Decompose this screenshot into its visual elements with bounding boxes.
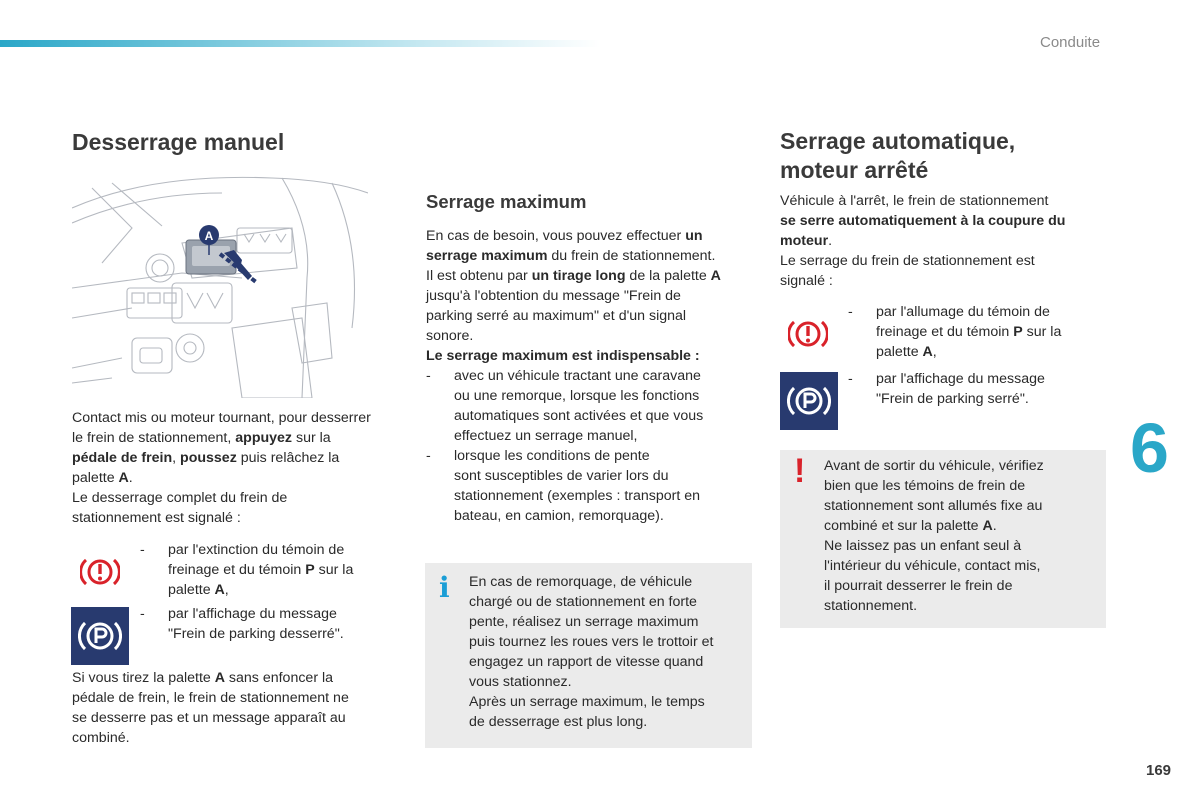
chapter-number: 6 (1130, 409, 1169, 487)
exclamation-icon: ! (794, 452, 806, 490)
right-indicator-item-2: - par l'affichage du message "Frein de parking serré". (848, 371, 1045, 407)
info-text: En cas de remorquage, de véhicule chargé ou de stationnement en forte pente, réalisez un serrage maximum puis tournez les roues vers le trottoir et engagez un rapport de vitesse quand vous stationnez. Après un serrage maximum, le temps de desserrage est plus long. (469, 574, 714, 730)
title-serrage-automatique: Serrage automatique, moteur arrêté (780, 128, 1016, 183)
middle-list-item-1: - avec un véhicule tractant une caravane ou une remorque, lorsque les fonctions automatiques sont activées et que vous effectuez un serrage manuel, (426, 368, 704, 444)
brake-warning-icon (71, 544, 129, 600)
desserrage-note: Si vous tirez la palette A sans enfoncer la pédale de frein, le frein de stationnement ne se desserre pas et un message apparaît au combiné. (72, 670, 349, 746)
parking-p-icon (780, 372, 838, 430)
header-accent-bar (0, 40, 600, 47)
warning-box-enfant (780, 450, 1106, 628)
parking-brake-illustration (72, 168, 368, 398)
section-header: Conduite (1040, 34, 1101, 51)
right-indicator-item-1: - par l'allumage du témoin de freinage et du témoin P sur la palette A, (848, 304, 1062, 360)
desserrage-paragraph: Contact mis ou moteur tournant, pour desserrer le frein de stationnement, appuyez sur la pédale de frein, poussez puis relâchez la palette A. Le desserrage complet du frein de stationnement est signalé : (72, 410, 371, 526)
page-number: 169 (1146, 762, 1172, 779)
serrage-maximum-paragraph: En cas de besoin, vous pouvez effectuer un serrage maximum du frein de stationnement. Il est obtenu par un tirage long de la palette A jusqu'à l'obtention du message "Frein de parking serré au maximum" et d'un signal sonore. Le serrage maximum est indispensable : (426, 228, 721, 364)
left-indicator-item-2: - par l'affichage du message "Frein de parking desserré". (140, 606, 344, 642)
info-icon: i (439, 571, 450, 604)
info-box-remorquage (425, 563, 752, 748)
middle-list-item-2: - lorsque les conditions de pente sont susceptibles de varier lors du stationnement (exemples : transport en bateau, en camion, remorquage). (426, 448, 701, 524)
serrage-automatique-paragraph: Véhicule à l'arrêt, le frein de stationnement se serre automatiquement à la coupure du moteur. Le serrage du frein de stationnement est signalé : (780, 193, 1066, 289)
callout-label-a: A (204, 229, 214, 243)
title-serrage-maximum: Serrage maximum (426, 191, 587, 212)
title-desserrage-manuel: Desserrage manuel (72, 129, 285, 155)
warning-text: Avant de sortir du véhicule, vérifiez bien que les témoins de frein de stationnement sont allumés fixe au combiné et sur la palette A. Ne laissez pas un enfant seul à l'intérieur du véhicule, contact mis, il pourrait desserrer le frein de stationnement. (824, 458, 1044, 614)
brake-warning-icon (779, 306, 837, 362)
left-indicator-item-1: - par l'extinction du témoin de freinage et du témoin P sur la palette A, (140, 542, 354, 598)
parking-p-icon (71, 607, 129, 665)
